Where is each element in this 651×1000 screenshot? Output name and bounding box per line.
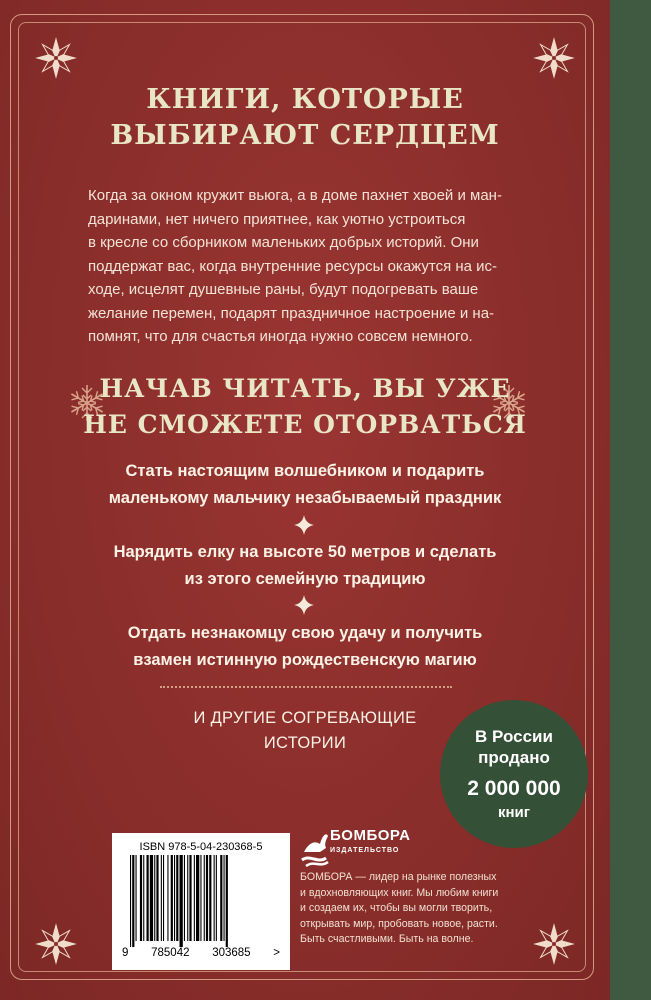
barcode xyxy=(112,833,290,970)
description-line: Когда за окном кружит вьюга, а в доме пахнет хвоей и ман- xyxy=(88,187,502,204)
barcode-bar xyxy=(209,855,211,941)
barcode-bar xyxy=(167,855,168,941)
barcode-bar xyxy=(224,855,225,941)
barcode-digit-group: 303685 xyxy=(212,947,251,959)
story-line: взамен истинную рождественскую магию xyxy=(133,651,477,669)
story-line: Отдать незнакомцу свою удачу и получить xyxy=(127,624,483,642)
sparkle-icon xyxy=(293,514,315,536)
story-item xyxy=(60,539,550,593)
description xyxy=(88,184,538,349)
barcode-bar xyxy=(154,855,155,941)
publisher-line: Быть счастливыми. Быть на волне. xyxy=(300,933,474,945)
barcode-bar xyxy=(143,855,144,941)
publisher-line: и вдохновляющих книг. Мы любим книги xyxy=(300,886,499,899)
badge-unit: книг xyxy=(497,804,531,821)
barcode-bar xyxy=(150,855,153,941)
heading-line: НЕ СМОЖЕТЕ ОТОРВАТЬСЯ xyxy=(83,410,527,439)
barcode-digit-group: 785042 xyxy=(151,947,190,959)
story-item xyxy=(60,620,550,674)
other-stories xyxy=(130,706,480,756)
spine xyxy=(610,0,651,1000)
badge-number: 2 000 000 xyxy=(467,777,561,800)
corner-star-icon xyxy=(34,36,78,80)
other-stories-line: И ДРУГИЕ СОГРЕВАЮЩИЕ xyxy=(193,709,417,727)
badge-line: продано xyxy=(478,748,550,767)
sales-badge xyxy=(440,700,588,848)
barcode-bar xyxy=(226,855,228,947)
story-line: Стать настоящим волшебником и подарить xyxy=(125,462,485,480)
barcode-bar xyxy=(200,855,201,941)
description-line: поддержат вас, когда внутренние ресурсы окажутся на ис- xyxy=(88,257,498,275)
barcode-bar xyxy=(136,855,137,941)
barcode-bar xyxy=(214,855,215,941)
barcode-digit-group: 9 xyxy=(122,947,129,959)
heading-books-by-heart xyxy=(0,82,610,154)
barcode-bar xyxy=(163,855,164,941)
barcode-bar xyxy=(206,855,208,941)
barcode-bar xyxy=(180,855,183,947)
heading-line: НАЧАВ ЧИТАТЬ, ВЫ УЖЕ xyxy=(99,374,511,403)
barcode-bar xyxy=(174,855,175,941)
barcode-bar xyxy=(204,855,205,941)
barcode-bar xyxy=(176,855,178,941)
dotted-divider xyxy=(160,686,452,688)
story-line: из этого семейную традицию xyxy=(184,570,426,588)
corner-star-icon xyxy=(34,922,78,966)
description-line: ходе, исцелят душевные раны, будут подогревать ваше xyxy=(88,281,479,298)
badge-line: В России xyxy=(475,727,553,746)
sparkle-icon xyxy=(293,594,315,616)
publisher-line: БОМБОРА — лидер на рынке полезных xyxy=(300,871,497,883)
publisher-sub: ИЗДАТЕЛЬСТВО xyxy=(330,847,400,854)
barcode-digits xyxy=(122,947,280,960)
description-line: желание перемен, подарят праздничное настроение и на- xyxy=(88,304,495,322)
barcode-bars xyxy=(122,855,280,947)
barcode-bar xyxy=(156,855,158,941)
barcode-bar xyxy=(132,855,134,947)
barcode-bar xyxy=(130,855,131,947)
barcode-bar xyxy=(161,855,162,941)
barcode-bar xyxy=(189,855,191,941)
publisher-description xyxy=(300,870,540,948)
story-item xyxy=(60,458,550,512)
heading-line: КНИГИ, КОТОРЫЕ xyxy=(146,84,464,115)
barcode-bar xyxy=(196,855,199,941)
barcode-bar xyxy=(216,855,217,941)
barcode-bar xyxy=(220,855,222,941)
heading-line: ВЫБИРАЮТ СЕРДЦЕМ xyxy=(110,120,500,151)
barcode-bar xyxy=(184,855,185,941)
description-line: помнят, что для счастья иногда нужно совсем немного. xyxy=(88,328,473,345)
barcode-bar xyxy=(187,855,188,941)
barcode-digit-group: > xyxy=(273,947,280,959)
publisher-name: БОМБОРА xyxy=(330,827,411,844)
publisher-line: и создаем их, чтобы вы могли творить, xyxy=(300,902,493,914)
barcode-bar xyxy=(194,855,195,941)
story-line: Нарядить елку на высоте 50 метров и сделать xyxy=(113,543,497,561)
barcode-bar xyxy=(147,855,149,941)
description-line: даринами, нет ничего приятнее, как уютно устроиться xyxy=(88,210,466,228)
other-stories-line: ИСТОРИИ xyxy=(263,734,347,752)
barcode-bar xyxy=(140,855,142,941)
corner-star-icon xyxy=(532,36,576,80)
barcode-bar xyxy=(171,855,173,941)
isbn-text: ISBN 978-5-04-230368-5 xyxy=(139,841,263,853)
story-line: маленькому мальчику незабываемый праздник xyxy=(108,489,502,507)
description-line: в кресле со сборником маленьких добрых историй. Они xyxy=(88,234,479,251)
heading-cannot-stop xyxy=(0,371,610,443)
publisher-line: открывать мир, пробовать новое, расти. xyxy=(300,917,498,930)
